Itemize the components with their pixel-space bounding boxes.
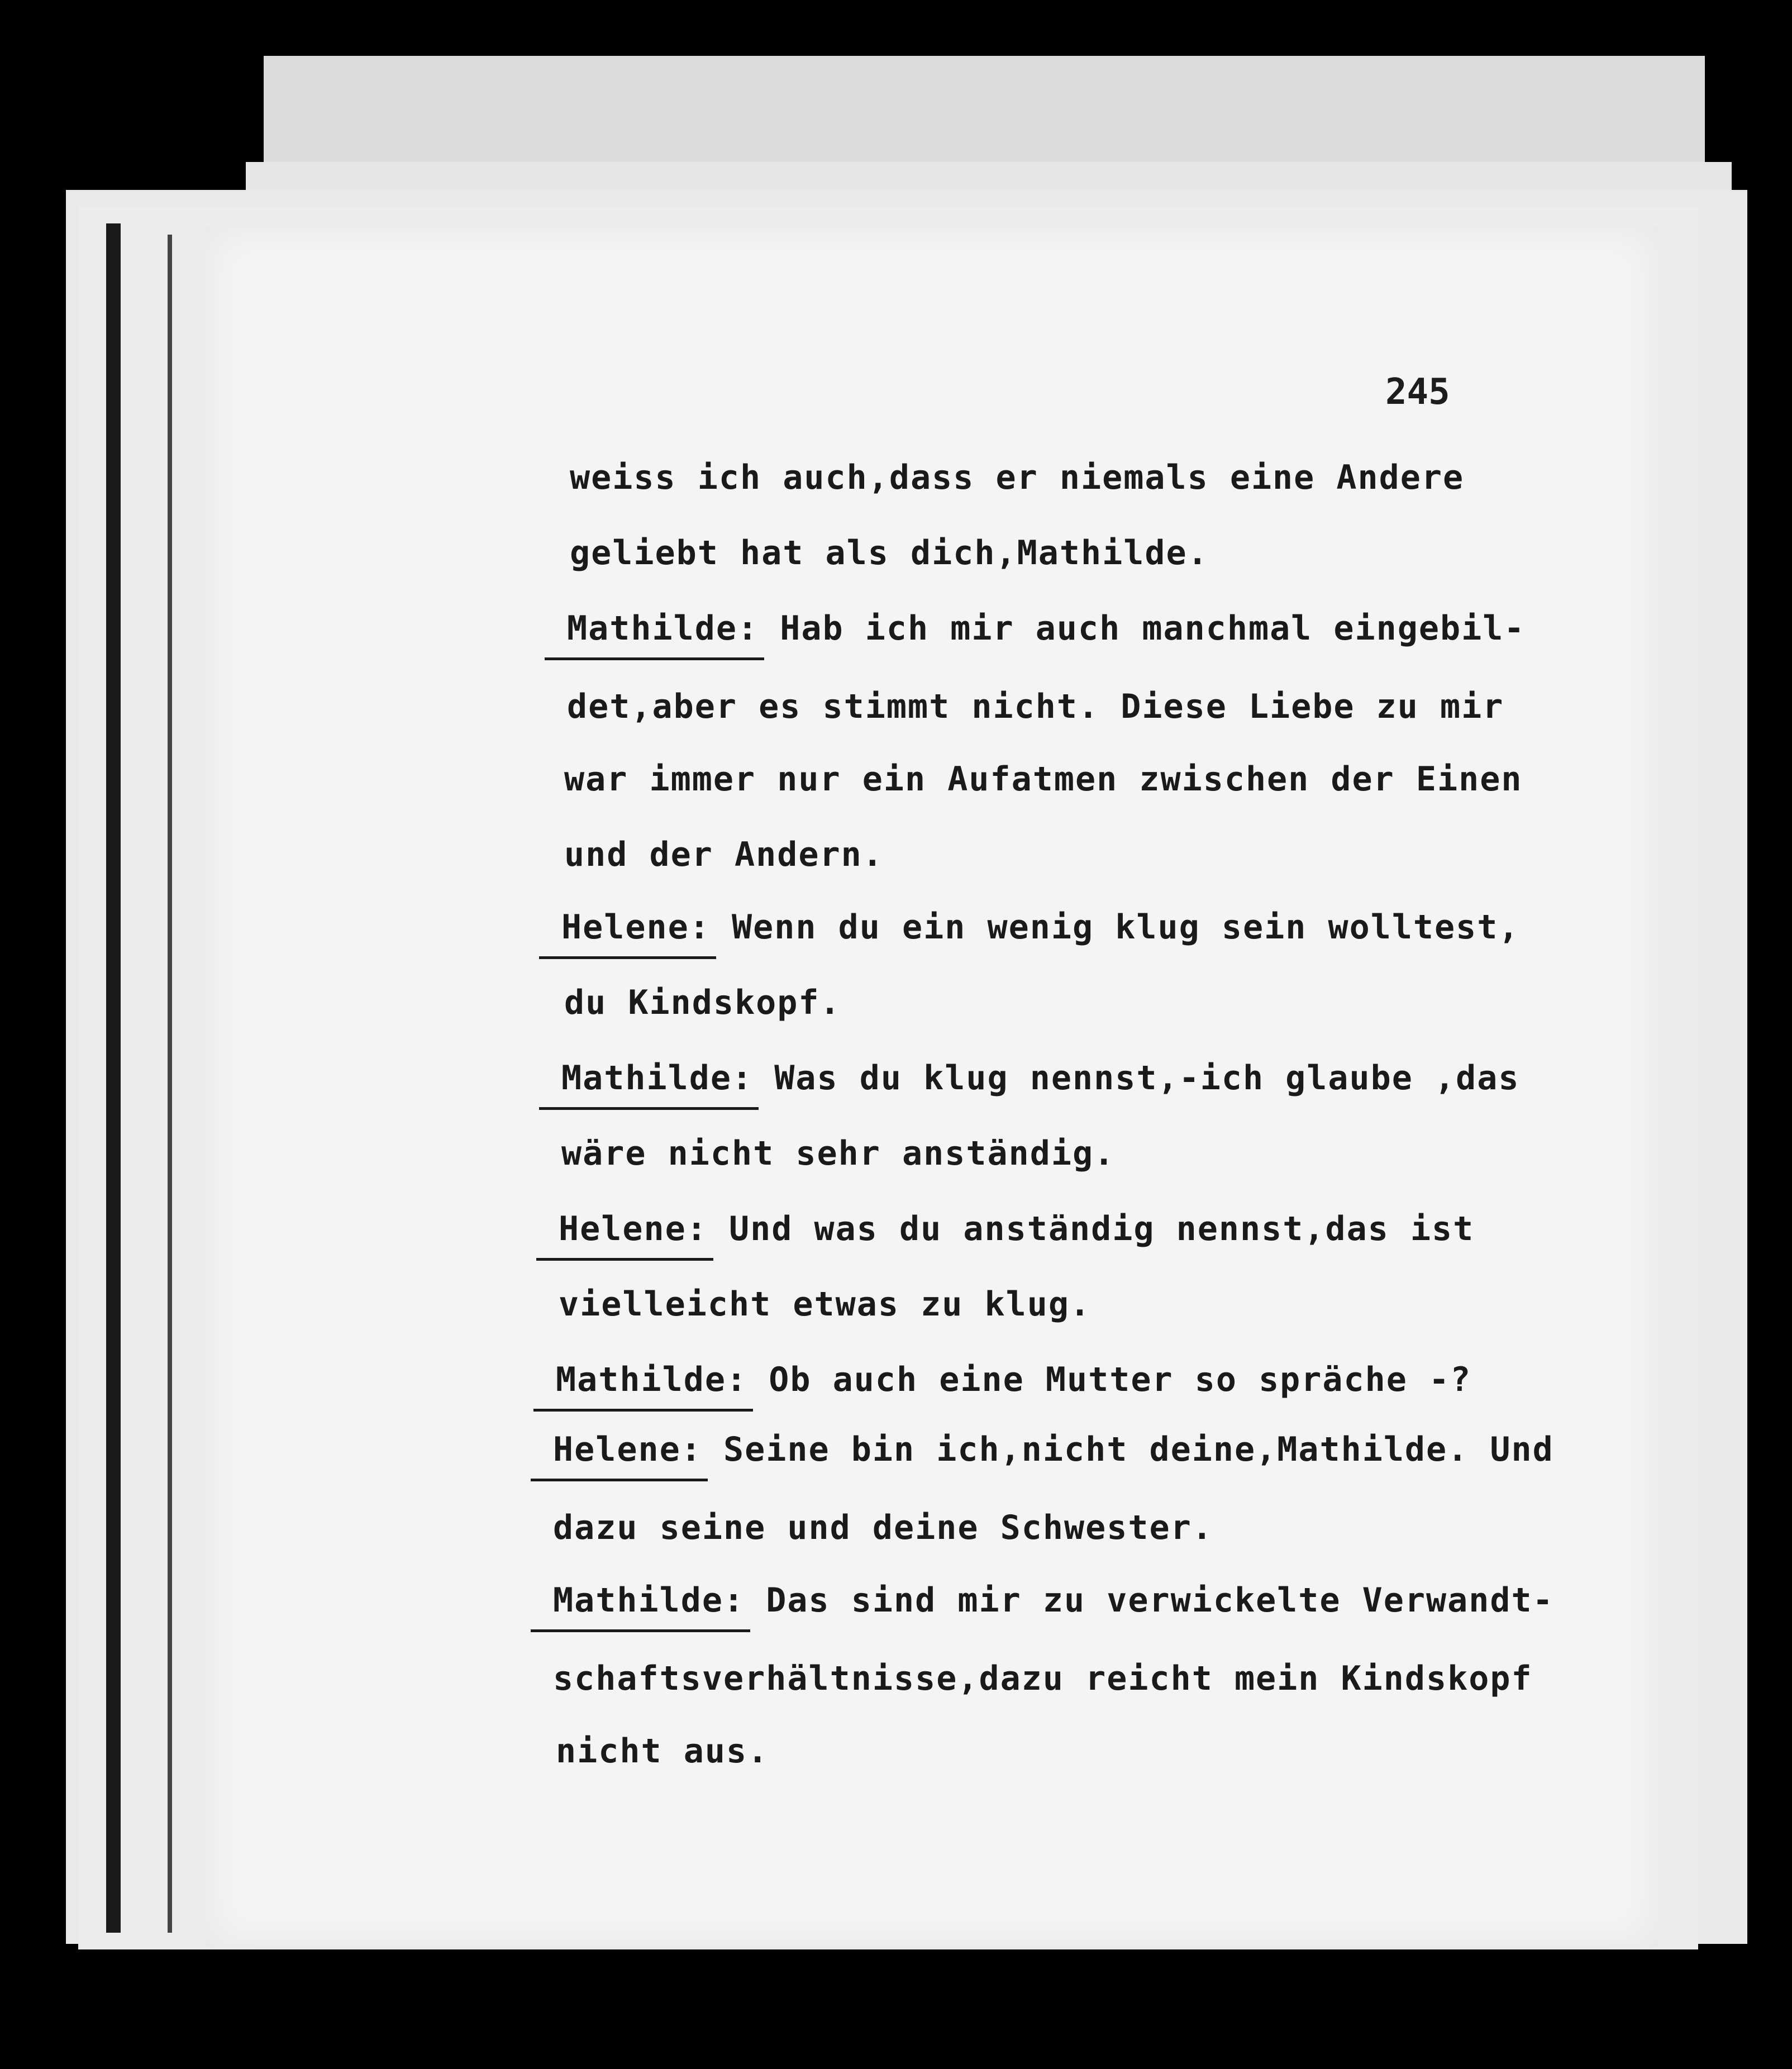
text-line <box>564 983 841 1022</box>
text-line <box>559 1209 1474 1248</box>
line-text: weiss ich auch,dass er niemals eine Andere <box>570 458 1465 497</box>
text-line <box>570 533 1209 573</box>
text-line <box>561 1059 1520 1098</box>
line-text: Hab ich mir auch manchmal eingebil- <box>759 609 1526 648</box>
line-text: nicht aus. <box>556 1732 769 1771</box>
speaker-name: Mathilde: <box>553 1581 745 1620</box>
line-text: und der Andern. <box>564 835 884 874</box>
speaker-underline <box>539 1107 759 1110</box>
text-line <box>567 609 1526 648</box>
text-line <box>561 1134 1115 1173</box>
text-line <box>561 908 1520 947</box>
speaker-name: Helene: <box>553 1430 702 1469</box>
page-stack-edge <box>168 235 172 1933</box>
text-line <box>564 835 884 874</box>
line-text: Und was du anständig nennst,das ist <box>707 1209 1475 1248</box>
text-line <box>553 1581 1554 1620</box>
speaker-name: Mathilde: <box>567 609 759 648</box>
text-line <box>553 1508 1213 1547</box>
line-text: geliebt hat als dich,Mathilde. <box>570 533 1209 573</box>
page-number: 245 <box>1385 371 1450 413</box>
text-line <box>553 1430 1554 1469</box>
line-text: vielleicht etwas zu klug. <box>559 1285 1092 1324</box>
text-line <box>556 1360 1471 1399</box>
speaker-underline <box>531 1479 708 1481</box>
line-text: schaftsverhältnisse,dazu reicht mein Kindskopf <box>553 1659 1533 1698</box>
line-text: dazu seine und deine Schwester. <box>553 1508 1213 1547</box>
line-text: Das sind mir zu verwickelte Verwandt- <box>745 1581 1554 1620</box>
text-line <box>567 687 1504 726</box>
line-text: Was du klug nennst,-ich glaube ,das <box>753 1059 1520 1098</box>
text-line <box>559 1285 1091 1324</box>
speaker-underline <box>536 1258 713 1261</box>
text-line <box>553 1659 1533 1698</box>
line-text: war immer nur ein Aufatmen zwischen der Einen <box>564 760 1523 799</box>
speaker-name: Helene: <box>559 1209 708 1248</box>
speaker-name: Helene: <box>561 908 711 947</box>
line-text: du Kindskopf. <box>564 983 841 1022</box>
text-line <box>556 1732 769 1771</box>
text-line <box>570 458 1464 497</box>
line-text: wäre nicht sehr anständig. <box>561 1134 1116 1173</box>
text-line <box>564 760 1523 799</box>
speaker-name: Mathilde: <box>561 1059 753 1098</box>
line-text: Seine bin ich,nicht deine,Mathilde. Und <box>702 1430 1554 1469</box>
speaker-underline <box>545 657 764 660</box>
speaker-underline <box>539 956 716 959</box>
line-text: Wenn du ein wenig klug sein wolltest, <box>710 908 1520 947</box>
line-text: Ob auch eine Mutter so spräche -? <box>747 1360 1472 1399</box>
speaker-underline <box>533 1409 753 1412</box>
page-stack-edge <box>106 223 121 1933</box>
line-text: det,aber es stimmt nicht. Diese Liebe zu mir <box>567 687 1504 726</box>
speaker-underline <box>531 1629 750 1632</box>
speaker-name: Mathilde: <box>556 1360 747 1399</box>
